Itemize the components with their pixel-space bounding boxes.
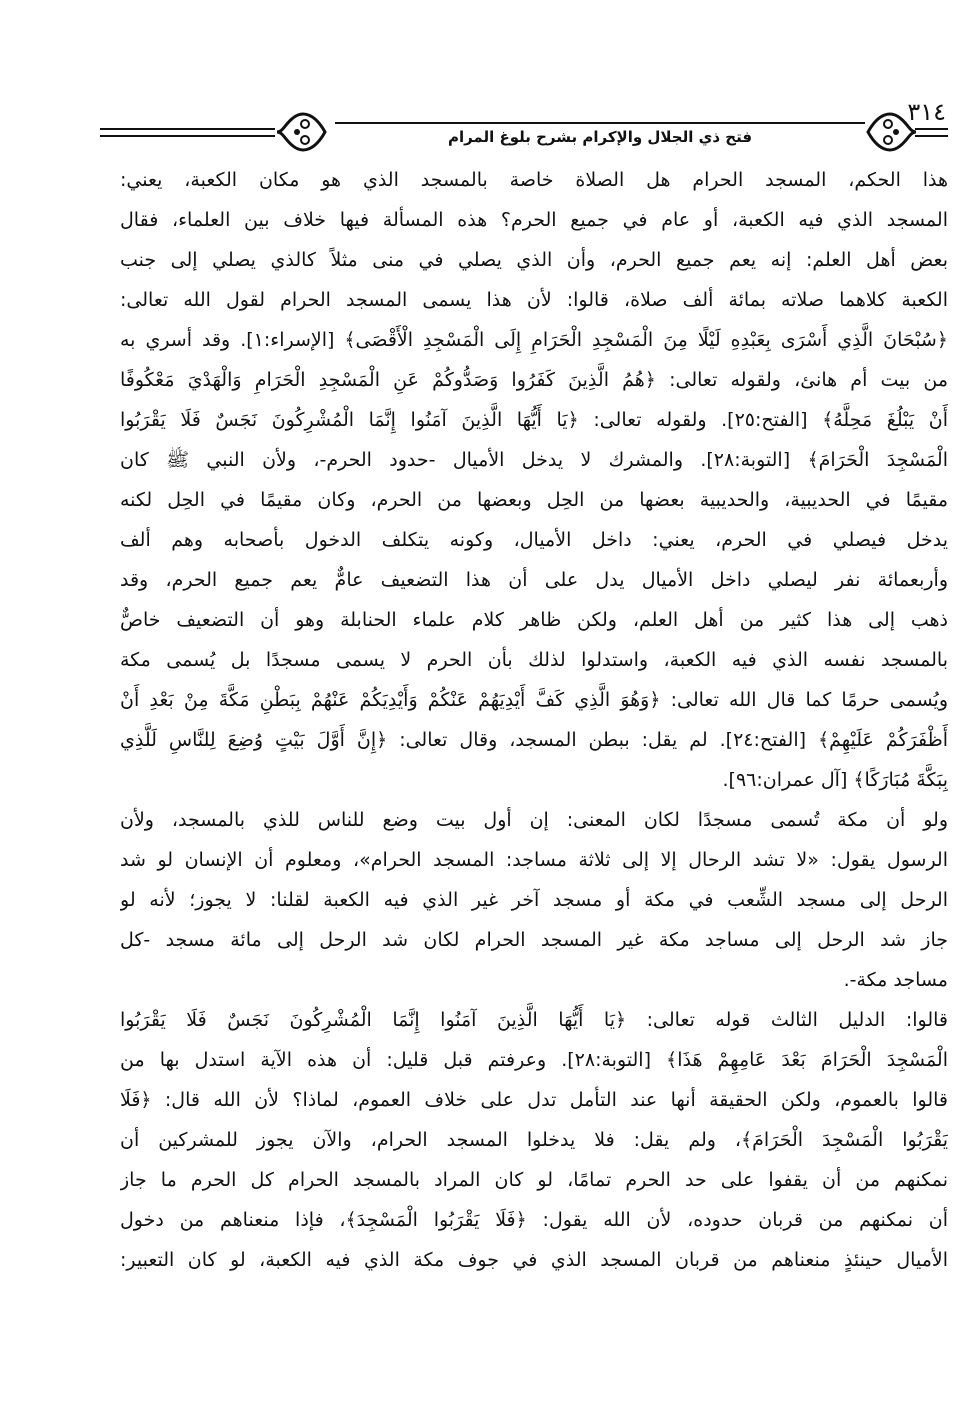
text-line: الكعبة كلاهما صلاته بمائة ألف صلاة، قالوا: لأن هذا يسمى المسجد الحرام لقول الله تعالى: xyxy=(120,289,948,311)
paragraph xyxy=(120,160,948,800)
ornament-icon xyxy=(275,104,331,160)
text-line: الرسول يقول: «لا تشد الرحال إلا إلى ثلاثة مساجد: المسجد الحرام»، ومعلوم أن الإنسان لو شد xyxy=(120,849,948,871)
text-line: بعض أهل العلم: إنه يعم جميع الحرم، وأن الذي يصلي في منى مثلاً كالذي يصلي إلى جنب xyxy=(120,249,948,271)
paragraph xyxy=(120,800,948,1000)
page-number: ٣١٤ xyxy=(907,98,946,126)
header-rule xyxy=(335,122,865,124)
text-line: قالوا: الدليل الثالث قوله تعالى: ﴿يَا أَيُّهَا الَّذِينَ آمَنُوا إِنَّمَا الْمُشْرِكُونَ نَجَسٌ فَلَا يَقْرَبُوا xyxy=(120,1009,948,1031)
text-line: أَظْفَرَكُمْ عَلَيْهِمْ﴾ [الفتح:٢٤]. لم يقل: ببطن المسجد، وقال تعالى: ﴿إِنَّ أَوَّلَ بَيْتٍ وُضِعَ لِلنَّاسِ لَلَّذِي xyxy=(120,729,948,751)
text-line: الْمَسْجِدَ الْحَرَامَ بَعْدَ عَامِهِمْ هَذَا﴾ [التوبة:٢٨]. وعرفتم قبل قليل: أن هذه الآية استدل بها من xyxy=(120,1049,948,1071)
header-double-rule-left xyxy=(100,128,275,137)
text-line: مساجد مكة-. xyxy=(843,969,948,991)
text-line: أَنْ يَبْلُغَ مَحِلَّهُ﴾ [الفتح:٢٥]. ولقوله تعالى: ﴿يَا أَيُّهَا الَّذِينَ آمَنُوا إِنَّمَا الْمُشْرِكُونَ نَجَسٌ فَلَا يَقْرَبُوا xyxy=(120,409,948,431)
text-line: الْمَسْجِدَ الْحَرَامَ﴾ [التوبة:٢٨]. والمشرك لا يدخل الأميال -حدود الحرم-، ولأن النبي ﷺ كان xyxy=(120,449,948,471)
text-line: الرحل إلى مسجد الشِّعب في مكة أو مسجد آخر غير الذي فيه الكعبة لقلنا: لا يجوز؛ لأنه لو xyxy=(120,889,948,911)
text-line: ﴿سُبْحَانَ الَّذِي أَسْرَى بِعَبْدِهِ لَيْلًا مِنَ الْمَسْجِدِ الْحَرَامِ إِلَى الْمَسْجِدِ الْأَقْصَى﴾ [الإسراء:١]. وقد أسري به xyxy=(120,329,948,351)
text-line: جاز شد الرحل إلى مساجد مكة غير المسجد الحرام لكان شد الرحل إلى مائة مسجد -كل xyxy=(120,929,948,951)
text-line: بِبَكَّةَ مُبَارَكًا﴾ [آل عمران:٩٦]. xyxy=(722,769,948,791)
text-line: قالوا بالعموم، ولكن الحقيقة أنها عند التأمل تدل على خلاف العموم، لماذا؟ لأن الله قال: ﴿فَلَا xyxy=(120,1089,948,1111)
page-header xyxy=(0,0,978,160)
header-double-rule-right xyxy=(915,128,948,137)
text-line: المسجد الذي فيه الكعبة، أو عام في جميع الحرم؟ هذه المسألة فيها خلاف بين العلماء، فقال xyxy=(120,209,948,231)
ornament-icon xyxy=(862,104,918,160)
text-line: هذا الحكم، المسجد الحرام هل الصلاة خاصة بالمسجد الذي هو مكان الكعبة، يعني: xyxy=(120,169,948,191)
text-line: من بيت أم هانئ، ولقوله تعالى: ﴿هُمُ الَّذِينَ كَفَرُوا وَصَدُّوكُمْ عَنِ الْمَسْجِدِ الْحَرَامِ وَالْهَدْيَ مَعْكُوفًا xyxy=(120,369,948,391)
text-line: ذهب إلى هذا كثير من أهل العلم، ولكن ظاهر كلام علماء الحنابلة وهو أن التضعيف خاصٌّ xyxy=(120,609,948,631)
running-title: فتح ذي الجلال والإكرام بشرح بلوغ المرام xyxy=(447,128,753,146)
text-line: نمكنهم من أن يقفوا على حد الحرم تمامًا، لو كان المراد بالمسجد الحرام كل الحرم ما جاز xyxy=(120,1169,948,1191)
text-line: ويُسمى حرمًا كما قال الله تعالى: ﴿وَهُوَ الَّذِي كَفَّ أَيْدِيَهُمْ عَنْكُمْ وَأَيْدِيَكُمْ عَنْهُمْ بِبَطْنِ مَكَّةَ مِنْ بَعْدِ أَنْ xyxy=(120,689,948,711)
text-line: ولو أن مكة تُسمى مسجدًا لكان المعنى: إن أول بيت وضع للناس للذي بالمسجد، ولأن xyxy=(120,809,948,831)
text-line: وأربعمائة نفر ليصلي داخل الأميال يدل على أن هذا التضعيف عامٌّ يعم جميع الحرم، وقد xyxy=(120,569,948,591)
text-line: مقيمًا في الحديبية، والحديبية بعضها من الحِل وبعضها من الحرم، وكان مقيمًا في الحِل لكنه xyxy=(120,489,948,511)
text-line: أن نمكنهم من قربان حدوده، لأن الله يقول: ﴿فَلَا يَقْرَبُوا الْمَسْجِدَ﴾، فإذا منعناهم من دخول xyxy=(120,1209,948,1231)
paragraph xyxy=(120,1000,948,1280)
text-line: يدخل فيصلي في الحرم، يعني: داخل الأميال، وكونه يتكلف الدخول بأصحابه وهم ألف xyxy=(120,529,948,551)
text-line: يَقْرَبُوا الْمَسْجِدَ الْحَرَامَ﴾، ولم يقل: فلا يدخلوا المسجد الحرام، والآن يجوز للمشركين أن xyxy=(120,1129,948,1151)
text-line: الأميال حينئذٍ منعناهم من قربان المسجد الذي في جوف مكة الذي فيه الكعبة، لو كان التعبير: xyxy=(120,1249,948,1271)
body-text xyxy=(120,160,948,1280)
text-line: بالمسجد نفسه الذي فيه الكعبة، واستدلوا لذلك بأن الحرم لا يسمى مسجدًا بل يُسمى مكة xyxy=(120,649,948,671)
